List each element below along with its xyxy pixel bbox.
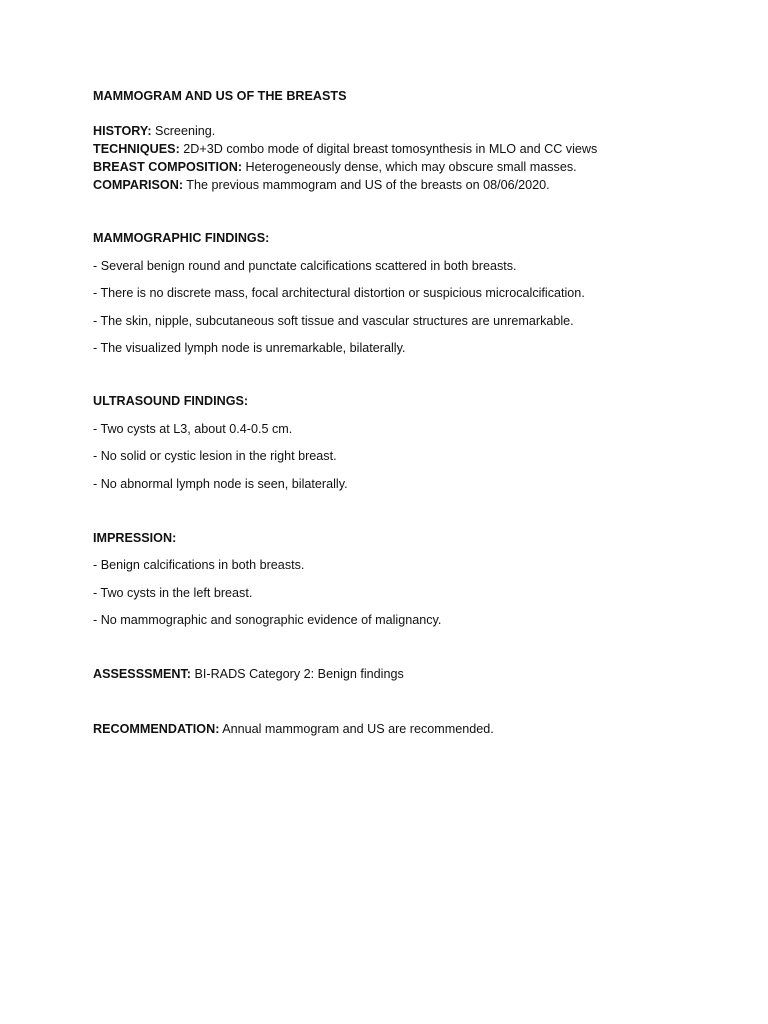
history-value: Screening.: [151, 124, 216, 138]
recommendation-section: [93, 720, 708, 738]
ultrasound-findings-section: [93, 392, 708, 493]
list-item: - Two cysts at L3, about 0.4-0.5 cm.: [93, 421, 293, 436]
history-label: HISTORY:: [93, 124, 152, 138]
list-item: - No mammographic and sonographic evidence of malignancy.: [93, 613, 442, 627]
assessment-section: [93, 665, 708, 683]
comparison-label: COMPARISON:: [93, 178, 184, 192]
impression-section: [93, 529, 708, 630]
impression-list: [93, 556, 708, 629]
techniques-label: TECHNIQUES:: [93, 142, 180, 156]
techniques-line: [93, 140, 708, 158]
techniques-value: 2D+3D combo mode of digital breast tomosynthesis in MLO and CC views: [179, 142, 598, 156]
list-item: - Benign calcifications in both breasts.: [93, 558, 305, 572]
report-meta: [93, 122, 708, 194]
composition-label: BREAST COMPOSITION:: [93, 160, 243, 174]
composition-line: [93, 158, 708, 176]
composition-value: Heterogeneously dense, which may obscure small masses.: [242, 160, 577, 174]
recommendation-line: [93, 720, 708, 738]
list-item: - No solid or cystic lesion in the right breast.: [93, 449, 337, 463]
list-item: - The visualized lymph node is unremarkable, bilaterally.: [93, 341, 406, 355]
assessment-value: BI-RADS Category 2: Benign findings: [190, 667, 404, 681]
list-item: - No abnormal lymph node is seen, bilaterally.: [93, 476, 348, 491]
impression-heading: IMPRESSION:: [93, 530, 177, 545]
recommendation-label: RECOMMENDATION:: [93, 722, 220, 736]
list-item: - The skin, nipple, subcutaneous soft tissue and vascular structures are unremarkable.: [93, 313, 574, 328]
assessment-line: [93, 665, 708, 683]
list-item: - Two cysts in the left breast.: [93, 585, 253, 600]
comparison-value: The previous mammogram and US of the breasts on 08/06/2020.: [183, 178, 550, 192]
ultrasound-findings-heading: ULTRASOUND FINDINGS:: [93, 394, 249, 408]
history-line: [93, 122, 708, 140]
comparison-line: [93, 176, 708, 194]
assessment-label: ASSESSSMENT:: [93, 667, 191, 681]
list-item: - Several benign round and punctate calcifications scattered in both breasts.: [93, 258, 517, 273]
ultrasound-findings-list: [93, 420, 708, 493]
list-item: - There is no discrete mass, focal architectural distortion or suspicious microcalcification.: [93, 286, 585, 300]
report-title: MAMMOGRAM AND US OF THE BREASTS: [93, 89, 347, 103]
recommendation-value: Annual mammogram and US are recommended.: [219, 722, 494, 736]
mammographic-findings-heading: MAMMOGRAPHIC FINDINGS:: [93, 231, 270, 245]
mammographic-findings-section: [93, 229, 708, 357]
mammographic-findings-list: [93, 257, 708, 358]
